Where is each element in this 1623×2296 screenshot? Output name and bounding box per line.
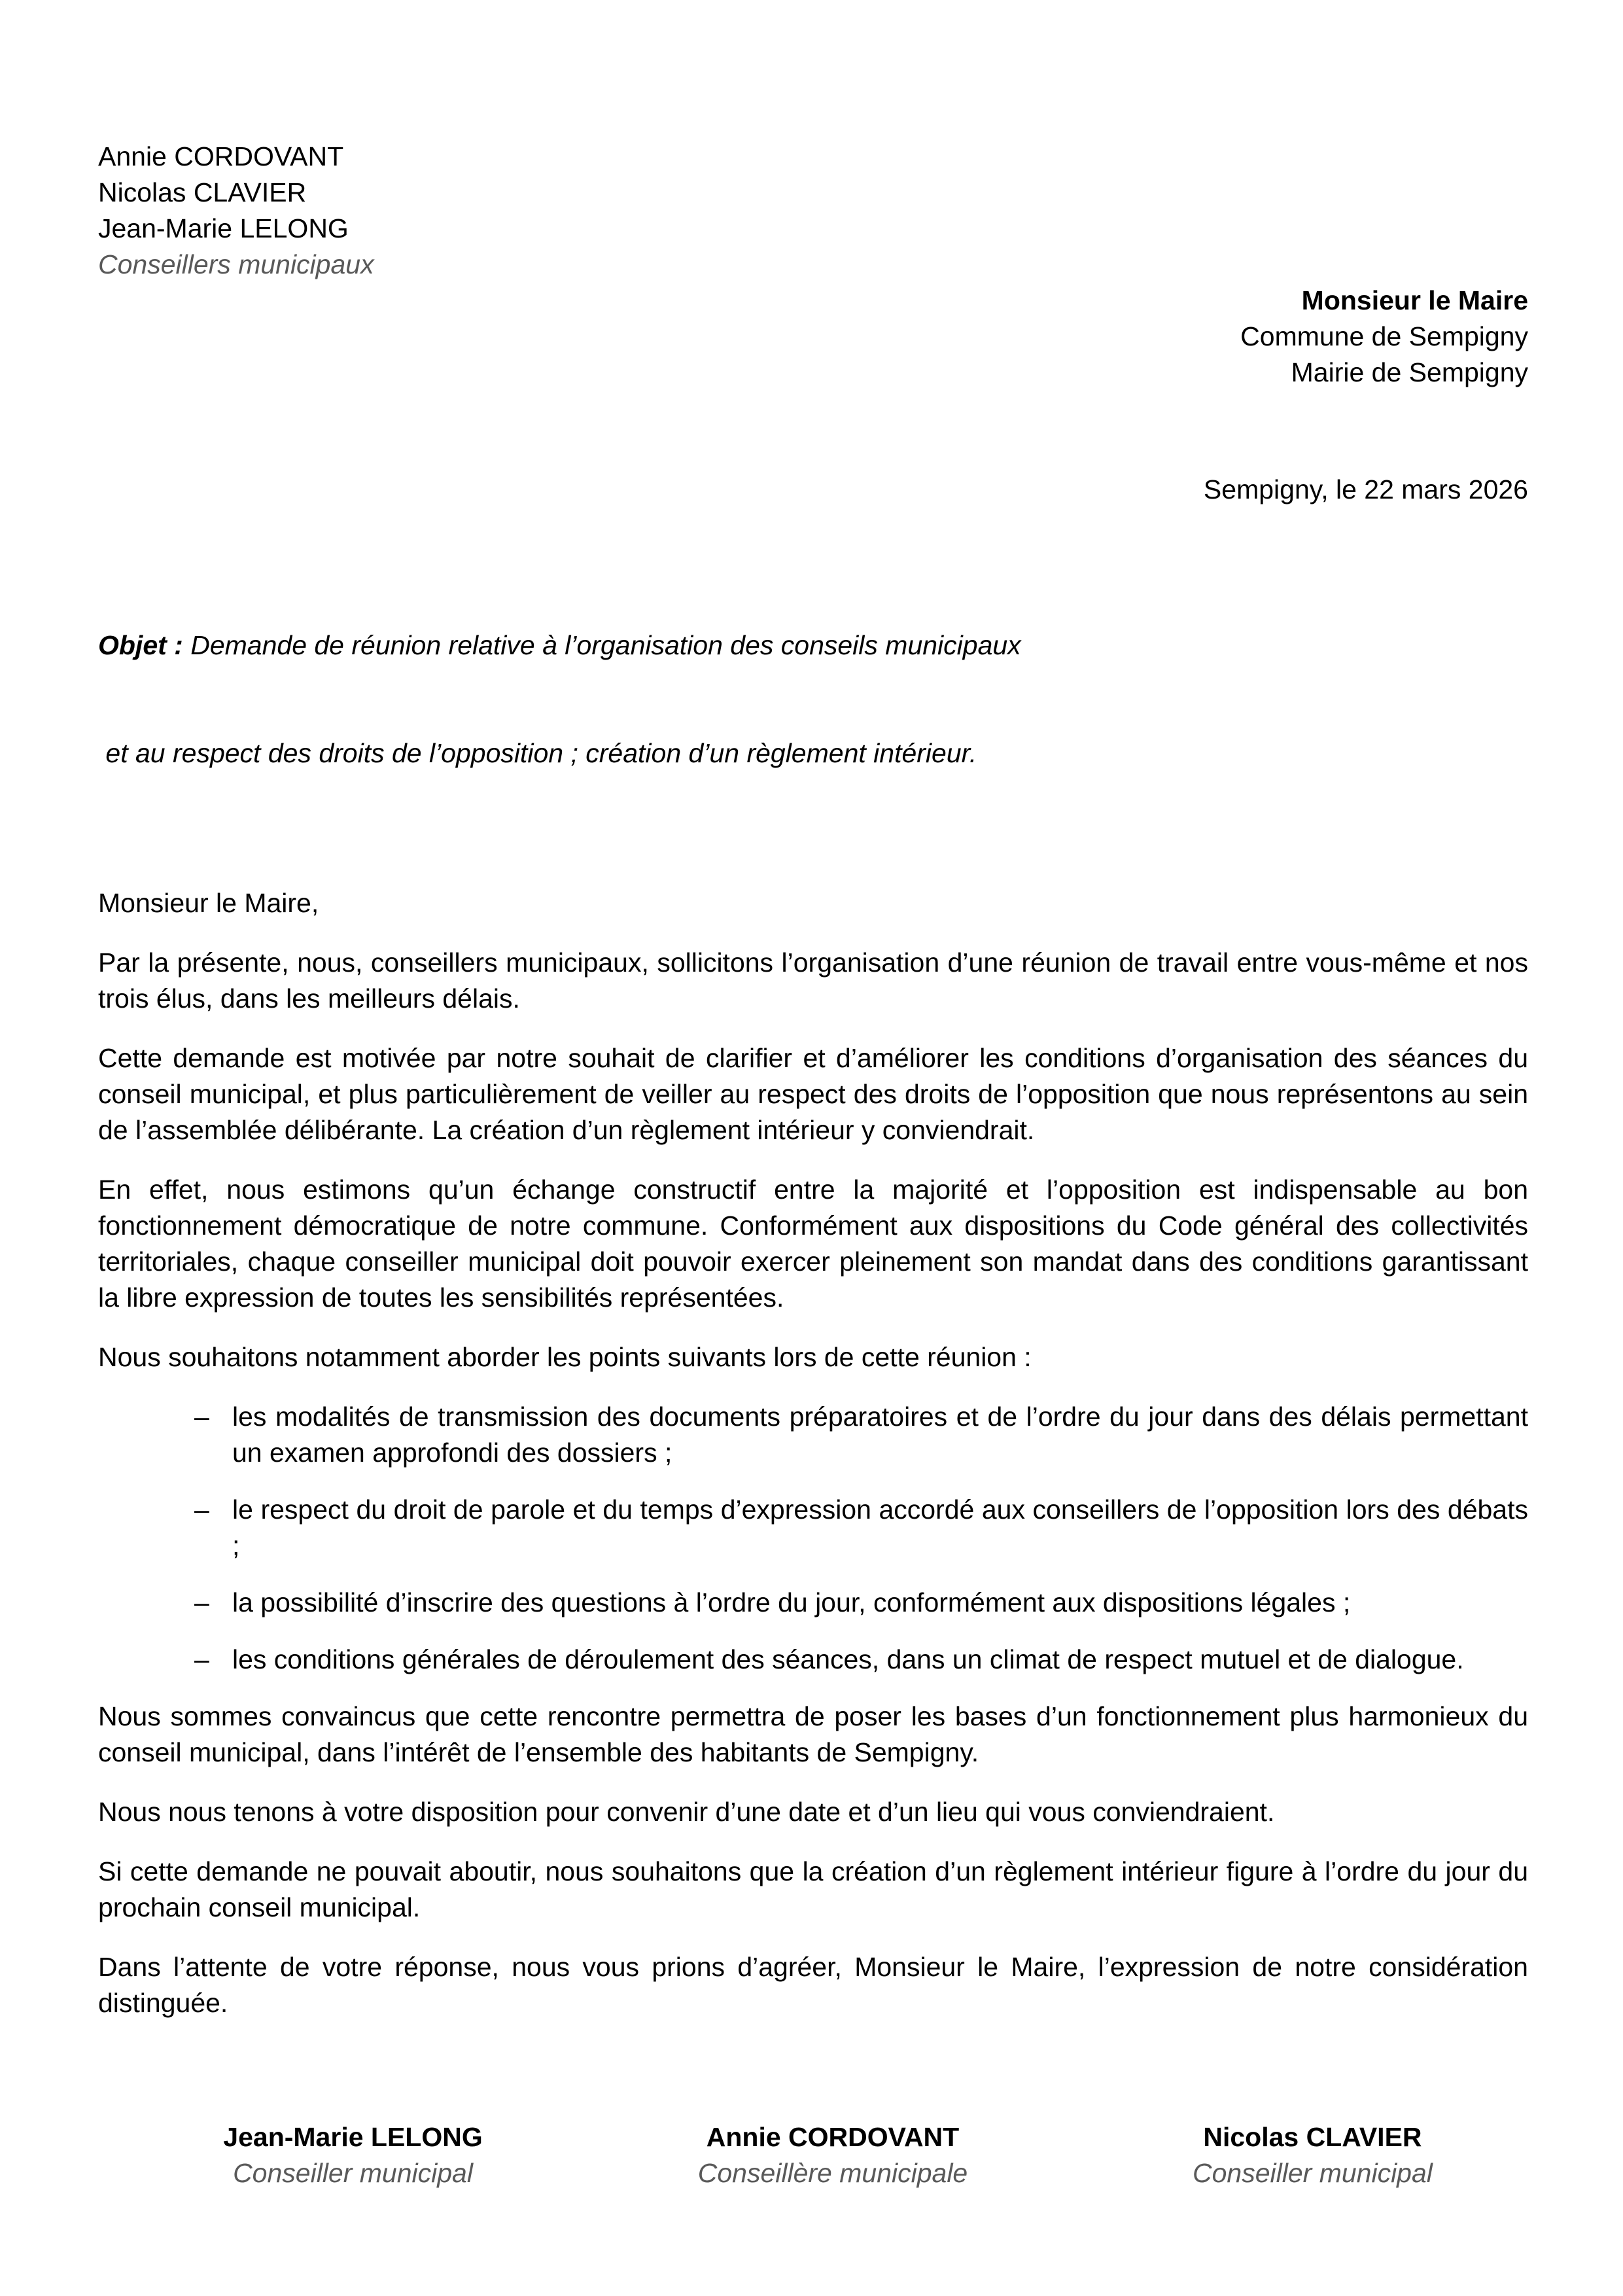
bullet-text: les modalités de transmission des documents préparatoires et de l’ordre du jour dans des délais permettant un examen approfondi des dossiers ; <box>232 1402 1528 1468</box>
bullet-item-2 <box>98 1492 1528 1564</box>
bullet-list <box>98 1399 1528 1678</box>
bullet-dash: – <box>194 1587 209 1617</box>
recipient-mairie: Mairie de Sempigny <box>1291 357 1528 387</box>
subject-block <box>98 556 1528 843</box>
closing-paragraph-3: Si cette demande ne pouvait aboutir, nous souhaitons que la création d’un règlement intérieur figure à l’ordre du jour du prochain conseil municipal. <box>98 1856 1528 1922</box>
bullet-text: les conditions générales de déroulement des séances, dans un climat de respect mutuel et de dialogue. <box>232 1644 1464 1674</box>
bullet-dash: – <box>194 1644 209 1674</box>
sender-role: Conseillers municipaux <box>98 249 374 279</box>
salutation: Monsieur le Maire, <box>98 888 319 918</box>
subject-text: Demande de réunion relative à l’organisation des conseils municipaux <box>183 630 1021 660</box>
recipient-title: Monsieur le Maire <box>1301 285 1528 315</box>
signature-title: Conseillère municipale <box>697 2158 968 2188</box>
signature-1 <box>137 2119 568 2191</box>
paragraph-1: Par la présente, nous, conseillers municipaux, sollicitons l’organisation d’une réunion de travail entre vous-même et nos trois élus, dans les meilleurs délais. <box>98 947 1528 1014</box>
paragraph-2: Cette demande est motivée par notre souhait de clarifier et d’améliorer les conditions d’organisation des séances du conseil municipal, et plus particulièrement de veiller au respect des droits de l’opposition que nous représentons au sein de l’assemblée délibérante. La création d’un règlement intérieur y conviendrait. <box>98 1043 1528 1145</box>
signature-title: Conseiller municipal <box>1193 2158 1433 2188</box>
recipient-commune: Commune de Sempigny <box>1240 321 1528 351</box>
bullet-dash: – <box>194 1402 209 1432</box>
bullet-text: la possibilité d’inscrire des questions à l’ordre du jour, conformément aux dispositions légales ; <box>232 1587 1351 1617</box>
signature-block <box>98 2119 1528 2191</box>
bullets-intro: Nous souhaitons notamment aborder les points suivants lors de cette réunion : <box>98 1342 1032 1372</box>
bullet-text: le respect du droit de parole et du temps d’expression accordé aux conseillers de l’opposition lors des débats ; <box>232 1494 1528 1561</box>
subject-label: Objet : <box>98 630 183 660</box>
signature-2 <box>617 2119 1048 2191</box>
bullet-item-4 <box>98 1642 1528 1678</box>
subject-line-2: et au respect des droits de l’opposition ; création d’un règlement intérieur. <box>98 738 977 768</box>
bullet-item-3 <box>98 1585 1528 1621</box>
subject-line-1 <box>98 627 1528 663</box>
date-line: Sempigny, le 22 mars 2026 <box>1203 474 1528 504</box>
signature-3 <box>1097 2119 1528 2191</box>
sender-name: Annie CORDOVANT <box>98 141 344 171</box>
paragraph-3: En effet, nous estimons qu’un échange constructif entre la majorité et l’opposition est indispensable au bon fonctionnement démocratique de notre commune. Conformément aux dispositions du Code général des collectivités territoriales, chaque conseiller municipal doit pouvoir exercer pleinement son mandat dans des conditions garantissant la libre expression de toutes les sensibilités représentées. <box>98 1174 1528 1313</box>
bullet-item-1 <box>98 1399 1528 1471</box>
recipient-block <box>98 283 1528 391</box>
closing-paragraph-4: Dans l’attente de votre réponse, nous vous prions d’agréer, Monsieur le Maire, l’expression de notre considération distinguée. <box>98 1952 1528 2018</box>
signature-name: Nicolas CLAVIER <box>1203 2122 1422 2152</box>
signature-name: Jean-Marie LELONG <box>223 2122 483 2152</box>
closing-paragraph-1: Nous sommes convaincus que cette rencontre permettra de poser les bases d’un fonctionnement plus harmonieux du conseil municipal, dans l’intérêt de l’ensemble des habitants de Sempigny. <box>98 1701 1528 1767</box>
signature-name: Annie CORDOVANT <box>706 2122 960 2152</box>
sender-block <box>98 139 1528 283</box>
sender-name: Nicolas CLAVIER <box>98 177 307 207</box>
bullet-dash: – <box>194 1494 209 1525</box>
sender-name: Jean-Marie LELONG <box>98 213 349 243</box>
closing-paragraph-2: Nous nous tenons à votre disposition pour convenir d’une date et d’un lieu qui vous conviendraient. <box>98 1797 1275 1827</box>
signature-title: Conseiller municipal <box>233 2158 473 2188</box>
